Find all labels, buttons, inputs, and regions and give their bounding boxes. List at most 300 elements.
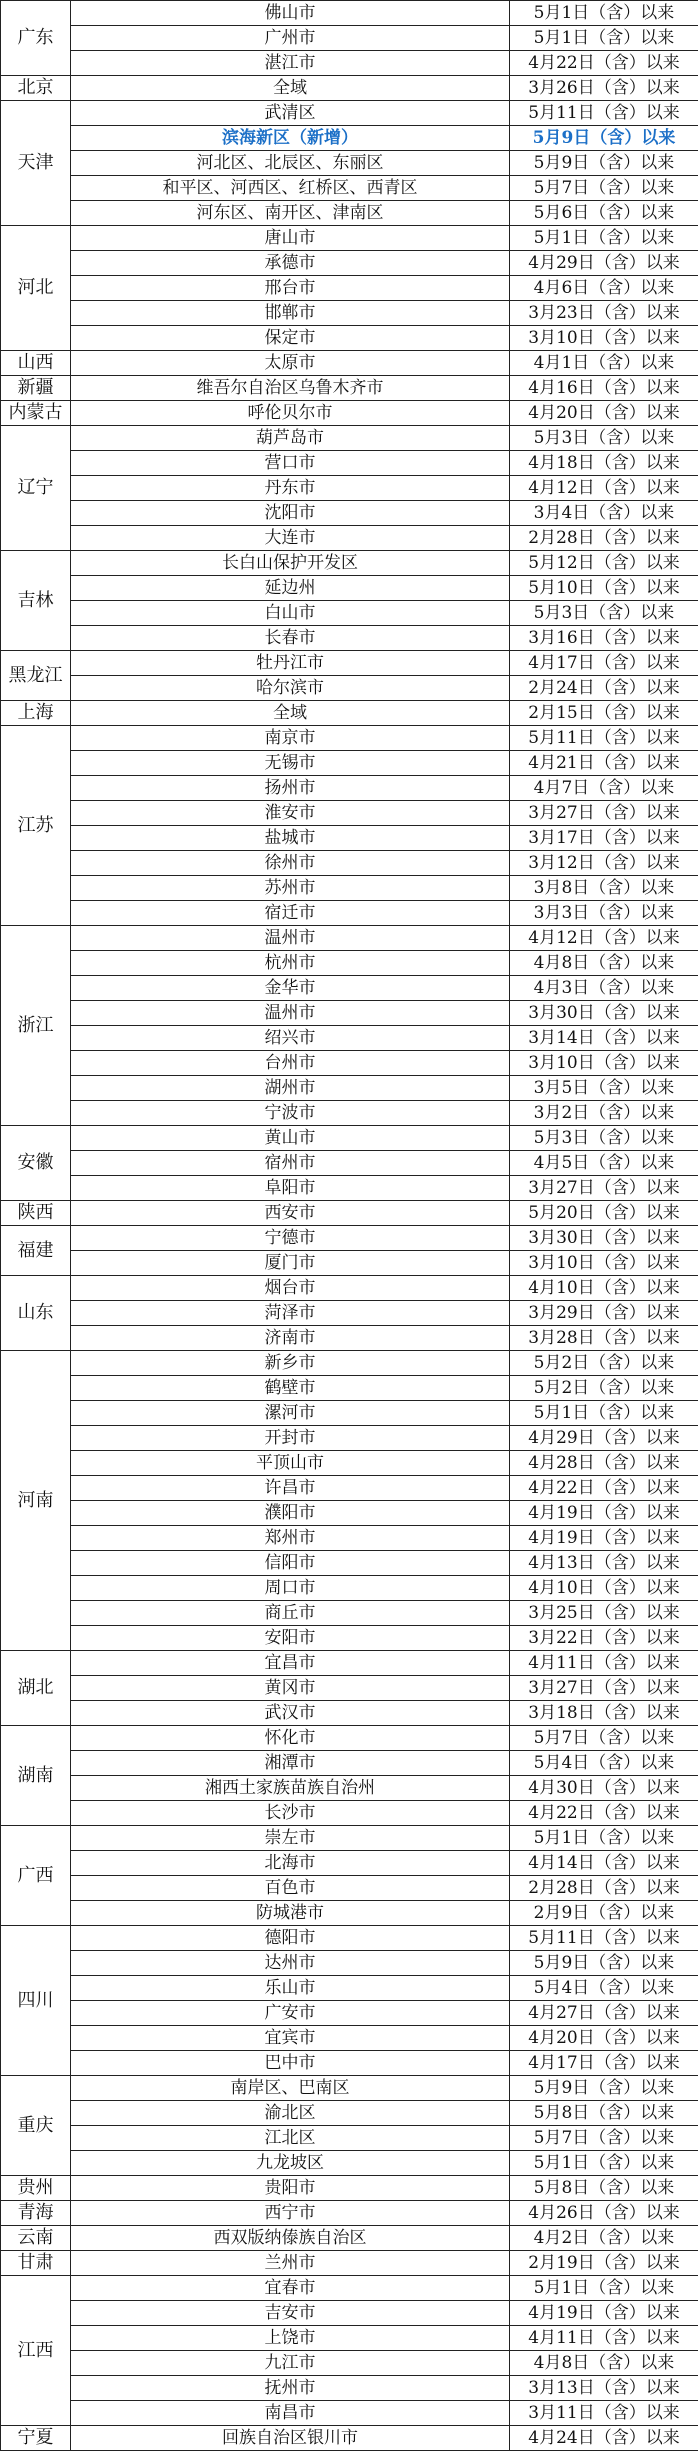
table-row [1, 201, 698, 226]
date-cell: 2月28日（含）以来 [510, 1876, 698, 1901]
date-cell: 5月7日（含）以来 [510, 2126, 698, 2151]
table-row [1, 1401, 698, 1426]
table-row [1, 1476, 698, 1501]
province-cell: 青海 [1, 2201, 71, 2226]
area-cell: 维吾尔自治区乌鲁木齐市 [71, 376, 510, 401]
area-cell: 和平区、河西区、红桥区、西青区 [71, 176, 510, 201]
table-row [1, 1051, 698, 1076]
province-cell: 新疆 [1, 376, 71, 401]
date-cell: 5月2日（含）以来 [510, 1376, 698, 1401]
table-row [1, 51, 698, 76]
area-cell: 崇左市 [71, 1826, 510, 1851]
table-row [1, 726, 698, 751]
date-cell: 2月9日（含）以来 [510, 1901, 698, 1926]
table-row [1, 1251, 698, 1276]
date-cell: 3月10日（含）以来 [510, 326, 698, 351]
table-row [1, 1751, 698, 1776]
province-cell: 四川 [1, 1926, 71, 2076]
area-cell: 武清区 [71, 101, 510, 126]
date-cell: 3月22日（含）以来 [510, 1626, 698, 1651]
date-cell: 5月9日（含）以来 [510, 2076, 698, 2101]
province-cell: 云南 [1, 2226, 71, 2251]
date-cell: 5月1日（含）以来 [510, 1, 698, 26]
table-row [1, 676, 698, 701]
table-row [1, 801, 698, 826]
date-cell: 3月3日（含）以来 [510, 901, 698, 926]
table-row [1, 276, 698, 301]
area-cell: 吉安市 [71, 2301, 510, 2326]
date-cell: 3月17日（含）以来 [510, 826, 698, 851]
area-cell: 南京市 [71, 726, 510, 751]
area-cell: 大连市 [71, 526, 510, 551]
area-cell: 西宁市 [71, 2201, 510, 2226]
table-row [1, 2426, 698, 2451]
table-row [1, 501, 698, 526]
table-row [1, 551, 698, 576]
area-cell: 上饶市 [71, 2326, 510, 2351]
area-cell: 怀化市 [71, 1726, 510, 1751]
date-cell: 4月2日（含）以来 [510, 2226, 698, 2251]
area-cell: 滨海新区（新增） [71, 126, 510, 151]
area-cell: 湛江市 [71, 51, 510, 76]
area-cell: 唐山市 [71, 226, 510, 251]
date-cell: 3月12日（含）以来 [510, 851, 698, 876]
date-cell: 5月20日（含）以来 [510, 1201, 698, 1226]
table-row [1, 1126, 698, 1151]
area-cell: 营口市 [71, 451, 510, 476]
province-cell: 浙江 [1, 926, 71, 1126]
area-cell: 商丘市 [71, 1601, 510, 1626]
table-row [1, 1026, 698, 1051]
table-row [1, 976, 698, 1001]
area-cell: 黄冈市 [71, 1676, 510, 1701]
date-cell: 4月11日（含）以来 [510, 1651, 698, 1676]
table-row [1, 626, 698, 651]
table-row [1, 1826, 698, 1851]
date-cell: 5月1日（含）以来 [510, 1826, 698, 1851]
date-cell: 4月22日（含）以来 [510, 1801, 698, 1826]
area-cell: 金华市 [71, 976, 510, 1001]
table-row [1, 651, 698, 676]
province-cell: 内蒙古 [1, 401, 71, 426]
table-row [1, 601, 698, 626]
area-cell: 宁德市 [71, 1226, 510, 1251]
date-cell: 5月4日（含）以来 [510, 1751, 698, 1776]
area-cell: 西安市 [71, 1201, 510, 1226]
table-row [1, 576, 698, 601]
area-cell: 全域 [71, 701, 510, 726]
table-row [1, 951, 698, 976]
date-cell: 5月2日（含）以来 [510, 1351, 698, 1376]
date-cell: 4月18日（含）以来 [510, 451, 698, 476]
table-row [1, 1076, 698, 1101]
province-cell: 上海 [1, 701, 71, 726]
area-cell: 鹤壁市 [71, 1376, 510, 1401]
date-cell: 4月16日（含）以来 [510, 376, 698, 401]
table-row [1, 1526, 698, 1551]
area-cell: 湖州市 [71, 1076, 510, 1101]
table-row [1, 2026, 698, 2051]
province-cell: 重庆 [1, 2076, 71, 2176]
area-cell: 黄山市 [71, 1126, 510, 1151]
table-row [1, 76, 698, 101]
province-cell: 吉林 [1, 551, 71, 651]
table-row [1, 26, 698, 51]
area-cell: 开封市 [71, 1426, 510, 1451]
area-cell: 绍兴市 [71, 1026, 510, 1051]
date-cell: 4月13日（含）以来 [510, 1551, 698, 1576]
area-cell: 达州市 [71, 1951, 510, 1976]
date-cell: 4月17日（含）以来 [510, 2051, 698, 2076]
date-cell: 4月10日（含）以来 [510, 1276, 698, 1301]
table-row [1, 1226, 698, 1251]
table-row [1, 1726, 698, 1751]
table-row [1, 1976, 698, 2001]
date-cell: 5月1日（含）以来 [510, 2276, 698, 2301]
date-cell: 4月22日（含）以来 [510, 1476, 698, 1501]
area-cell: 濮阳市 [71, 1501, 510, 1526]
area-cell: 宜宾市 [71, 2026, 510, 2051]
date-cell: 4月27日（含）以来 [510, 2001, 698, 2026]
area-cell: 南昌市 [71, 2401, 510, 2426]
area-cell: 盐城市 [71, 826, 510, 851]
date-cell: 5月12日（含）以来 [510, 551, 698, 576]
area-cell: 烟台市 [71, 1276, 510, 1301]
table-row [1, 2051, 698, 2076]
table-row [1, 701, 698, 726]
date-cell: 4月29日（含）以来 [510, 1426, 698, 1451]
province-cell: 广东 [1, 1, 71, 76]
province-cell: 甘肃 [1, 2251, 71, 2276]
table-row [1, 1001, 698, 1026]
date-cell: 5月8日（含）以来 [510, 2176, 698, 2201]
date-cell: 3月30日（含）以来 [510, 1226, 698, 1251]
area-cell: 佛山市 [71, 1, 510, 26]
table-row [1, 226, 698, 251]
area-cell: 湘潭市 [71, 1751, 510, 1776]
area-cell: 太原市 [71, 351, 510, 376]
province-cell: 湖南 [1, 1726, 71, 1826]
date-cell: 3月23日（含）以来 [510, 301, 698, 326]
area-cell: 宜昌市 [71, 1651, 510, 1676]
date-cell: 3月27日（含）以来 [510, 1676, 698, 1701]
area-cell: 济南市 [71, 1326, 510, 1351]
table-row [1, 2126, 698, 2151]
area-cell: 广安市 [71, 2001, 510, 2026]
area-cell: 长春市 [71, 626, 510, 651]
table-row [1, 1451, 698, 1476]
area-cell: 防城港市 [71, 1901, 510, 1926]
area-cell: 台州市 [71, 1051, 510, 1076]
date-cell: 4月26日（含）以来 [510, 2201, 698, 2226]
table-row [1, 2076, 698, 2101]
date-cell: 5月7日（含）以来 [510, 176, 698, 201]
province-cell: 湖北 [1, 1651, 71, 1726]
table-row [1, 2251, 698, 2276]
area-cell: 湘西土家族苗族自治州 [71, 1776, 510, 1801]
date-cell: 4月7日（含）以来 [510, 776, 698, 801]
table-row [1, 1376, 698, 1401]
area-cell: 宿州市 [71, 1151, 510, 1176]
table-row [1, 2401, 698, 2426]
date-cell: 3月4日（含）以来 [510, 501, 698, 526]
date-cell: 5月1日（含）以来 [510, 2151, 698, 2176]
area-cell: 宿迁市 [71, 901, 510, 926]
date-cell: 3月18日（含）以来 [510, 1701, 698, 1726]
area-cell: 巴中市 [71, 2051, 510, 2076]
date-cell: 4月29日（含）以来 [510, 251, 698, 276]
province-cell: 山东 [1, 1276, 71, 1351]
area-cell: 无锡市 [71, 751, 510, 776]
table-row [1, 2151, 698, 2176]
date-cell: 3月10日（含）以来 [510, 1251, 698, 1276]
table-row [1, 1, 698, 26]
table-row [1, 1201, 698, 1226]
area-cell: 德阳市 [71, 1926, 510, 1951]
date-cell: 3月13日（含）以来 [510, 2376, 698, 2401]
date-cell: 5月1日（含）以来 [510, 226, 698, 251]
date-cell: 5月6日（含）以来 [510, 201, 698, 226]
date-cell: 5月9日（含）以来 [510, 151, 698, 176]
table-row [1, 301, 698, 326]
table-row [1, 776, 698, 801]
area-cell: 漯河市 [71, 1401, 510, 1426]
date-cell: 5月3日（含）以来 [510, 1126, 698, 1151]
province-cell: 宁夏 [1, 2426, 71, 2451]
area-cell: 平顶山市 [71, 1451, 510, 1476]
area-cell: 全域 [71, 76, 510, 101]
table-row [1, 451, 698, 476]
table-row [1, 1876, 698, 1901]
date-cell: 4月30日（含）以来 [510, 1776, 698, 1801]
table-row [1, 151, 698, 176]
date-cell: 3月28日（含）以来 [510, 1326, 698, 1351]
area-cell: 渝北区 [71, 2101, 510, 2126]
province-cell: 河南 [1, 1351, 71, 1651]
date-cell: 5月8日（含）以来 [510, 2101, 698, 2126]
date-cell: 5月11日（含）以来 [510, 1926, 698, 1951]
area-cell: 贵阳市 [71, 2176, 510, 2201]
table-row [1, 1626, 698, 1651]
date-cell: 3月5日（含）以来 [510, 1076, 698, 1101]
date-cell: 5月9日（含）以来 [510, 126, 698, 151]
table-row [1, 2101, 698, 2126]
area-cell: 葫芦岛市 [71, 426, 510, 451]
area-cell: 西双版纳傣族自治区 [71, 2226, 510, 2251]
date-cell: 5月11日（含）以来 [510, 101, 698, 126]
table-row [1, 2001, 698, 2026]
date-cell: 4月20日（含）以来 [510, 2026, 698, 2051]
date-cell: 4月14日（含）以来 [510, 1851, 698, 1876]
area-cell: 承德市 [71, 251, 510, 276]
table-row [1, 1801, 698, 1826]
date-cell: 5月9日（含）以来 [510, 1951, 698, 1976]
area-cell: 长沙市 [71, 1801, 510, 1826]
province-cell: 江苏 [1, 726, 71, 926]
province-cell: 山西 [1, 351, 71, 376]
table-row [1, 876, 698, 901]
date-cell: 3月8日（含）以来 [510, 876, 698, 901]
area-cell: 邯郸市 [71, 301, 510, 326]
table-row [1, 1651, 698, 1676]
area-cell: 九龙坡区 [71, 2151, 510, 2176]
date-cell: 3月29日（含）以来 [510, 1301, 698, 1326]
date-cell: 4月8日（含）以来 [510, 2351, 698, 2376]
table-row [1, 2326, 698, 2351]
area-cell: 新乡市 [71, 1351, 510, 1376]
table-row [1, 901, 698, 926]
table-row [1, 1501, 698, 1526]
date-cell: 3月11日（含）以来 [510, 2401, 698, 2426]
table-row [1, 376, 698, 401]
table-row [1, 2276, 698, 2301]
table-row [1, 1301, 698, 1326]
area-cell: 许昌市 [71, 1476, 510, 1501]
date-cell: 3月10日（含）以来 [510, 1051, 698, 1076]
area-cell: 宁波市 [71, 1101, 510, 1126]
date-cell: 4月28日（含）以来 [510, 1451, 698, 1476]
date-cell: 2月24日（含）以来 [510, 676, 698, 701]
province-cell: 广西 [1, 1826, 71, 1926]
date-cell: 4月6日（含）以来 [510, 276, 698, 301]
date-cell: 4月12日（含）以来 [510, 476, 698, 501]
area-cell: 哈尔滨市 [71, 676, 510, 701]
area-cell: 苏州市 [71, 876, 510, 901]
province-cell: 河北 [1, 226, 71, 351]
table-row [1, 2301, 698, 2326]
table-row [1, 1851, 698, 1876]
date-cell: 2月28日（含）以来 [510, 526, 698, 551]
date-cell: 4月24日（含）以来 [510, 2426, 698, 2451]
table-row [1, 1951, 698, 1976]
area-cell: 郑州市 [71, 1526, 510, 1551]
area-cell: 温州市 [71, 1001, 510, 1026]
table-row [1, 1176, 698, 1201]
date-cell: 5月3日（含）以来 [510, 426, 698, 451]
area-cell: 江北区 [71, 2126, 510, 2151]
area-cell: 宜春市 [71, 2276, 510, 2301]
table-row [1, 351, 698, 376]
area-cell: 白山市 [71, 601, 510, 626]
area-cell: 牡丹江市 [71, 651, 510, 676]
area-cell: 百色市 [71, 1876, 510, 1901]
area-cell: 抚州市 [71, 2376, 510, 2401]
date-cell: 3月27日（含）以来 [510, 1176, 698, 1201]
table-row [1, 1426, 698, 1451]
area-cell: 淮安市 [71, 801, 510, 826]
table-row [1, 751, 698, 776]
date-cell: 4月20日（含）以来 [510, 401, 698, 426]
date-cell: 4月21日（含）以来 [510, 751, 698, 776]
table-row [1, 826, 698, 851]
date-cell: 3月26日（含）以来 [510, 76, 698, 101]
area-cell: 乐山市 [71, 1976, 510, 2001]
area-cell: 丹东市 [71, 476, 510, 501]
area-cell: 扬州市 [71, 776, 510, 801]
table-row [1, 426, 698, 451]
table-row [1, 251, 698, 276]
province-cell: 辽宁 [1, 426, 71, 551]
table-row [1, 2226, 698, 2251]
province-cell: 安徽 [1, 1126, 71, 1201]
area-cell: 保定市 [71, 326, 510, 351]
table-row [1, 1101, 698, 1126]
area-cell: 广州市 [71, 26, 510, 51]
table-row [1, 926, 698, 951]
date-cell: 3月25日（含）以来 [510, 1601, 698, 1626]
table-body [1, 1, 698, 2451]
table-row [1, 1926, 698, 1951]
province-cell: 黑龙江 [1, 651, 71, 701]
table-row [1, 1701, 698, 1726]
province-cell: 贵州 [1, 2176, 71, 2201]
area-cell: 厦门市 [71, 1251, 510, 1276]
table-row [1, 326, 698, 351]
area-cell: 阜阳市 [71, 1176, 510, 1201]
area-cell: 沈阳市 [71, 501, 510, 526]
table-row [1, 1901, 698, 1926]
date-cell: 3月16日（含）以来 [510, 626, 698, 651]
area-cell: 北海市 [71, 1851, 510, 1876]
table-row [1, 101, 698, 126]
date-cell: 5月10日（含）以来 [510, 576, 698, 601]
date-cell: 5月11日（含）以来 [510, 726, 698, 751]
area-cell: 邢台市 [71, 276, 510, 301]
table-row [1, 1601, 698, 1626]
date-cell: 4月22日（含）以来 [510, 51, 698, 76]
area-cell: 武汉市 [71, 1701, 510, 1726]
date-cell: 3月14日（含）以来 [510, 1026, 698, 1051]
area-cell: 温州市 [71, 926, 510, 951]
area-cell: 呼伦贝尔市 [71, 401, 510, 426]
date-cell: 4月1日（含）以来 [510, 351, 698, 376]
province-cell: 天津 [1, 101, 71, 226]
table-row [1, 1776, 698, 1801]
date-cell: 4月3日（含）以来 [510, 976, 698, 1001]
date-cell: 3月2日（含）以来 [510, 1101, 698, 1126]
date-cell: 4月8日（含）以来 [510, 951, 698, 976]
date-cell: 4月17日（含）以来 [510, 651, 698, 676]
area-cell: 安阳市 [71, 1626, 510, 1651]
date-cell: 2月19日（含）以来 [510, 2251, 698, 2276]
date-cell: 3月27日（含）以来 [510, 801, 698, 826]
area-cell: 回族自治区银川市 [71, 2426, 510, 2451]
table-row [1, 401, 698, 426]
table-row [1, 126, 698, 151]
area-cell: 南岸区、巴南区 [71, 2076, 510, 2101]
area-cell: 长白山保护开发区 [71, 551, 510, 576]
date-cell: 4月5日（含）以来 [510, 1151, 698, 1176]
area-cell: 九江市 [71, 2351, 510, 2376]
table-row [1, 1551, 698, 1576]
table-row [1, 1276, 698, 1301]
date-cell: 5月4日（含）以来 [510, 1976, 698, 2001]
date-cell: 3月30日（含）以来 [510, 1001, 698, 1026]
table-row [1, 2376, 698, 2401]
province-cell: 陕西 [1, 1201, 71, 1226]
area-cell: 河东区、南开区、津南区 [71, 201, 510, 226]
area-cell: 菏泽市 [71, 1301, 510, 1326]
area-cell: 河北区、北辰区、东丽区 [71, 151, 510, 176]
area-cell: 周口市 [71, 1576, 510, 1601]
province-cell: 江西 [1, 2276, 71, 2426]
table-row [1, 851, 698, 876]
area-cell: 兰州市 [71, 2251, 510, 2276]
table-row [1, 1351, 698, 1376]
area-cell: 信阳市 [71, 1551, 510, 1576]
table-row [1, 1326, 698, 1351]
date-cell: 4月12日（含）以来 [510, 926, 698, 951]
